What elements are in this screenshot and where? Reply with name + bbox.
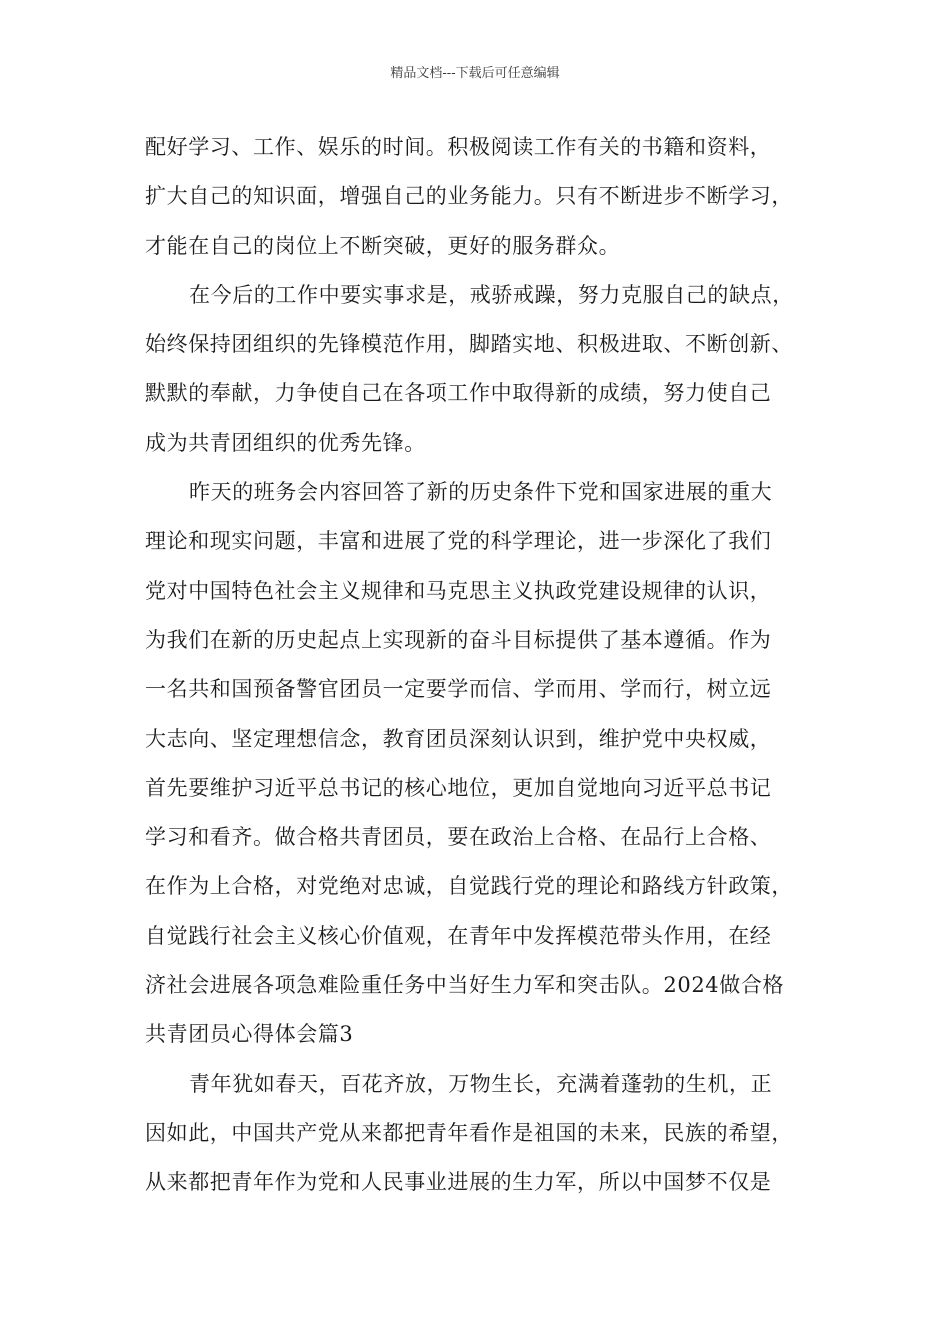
text-line: 扩大自己的知识面，增强自己的业务能力。只有不断进步不断学习，: [145, 184, 793, 209]
text-line: 在作为上合格，对党绝对忠诚，自觉践行党的理论和路线方针政策，: [145, 874, 793, 899]
text-line: 因如此，中国共产党从来都把青年看作是祖国的未来，民族的希望，: [145, 1120, 793, 1145]
text-line: 共青团员心得体会篇3: [145, 1022, 354, 1047]
text-line: 才能在自己的岗位上不断突破，更好的服务群众。: [145, 233, 621, 258]
text-line: 大志向、坚定理想信念，教育团员深刻认识到，维护党中央权威，: [145, 726, 772, 751]
text-line: 从来都把青年作为党和人民事业进展的生力军，所以中国梦不仅是: [145, 1170, 772, 1195]
text-line: 配好学习、工作、娱乐的时间。积极阅读工作有关的书籍和资料，: [145, 135, 772, 159]
text-line: 济社会进展各项急难险重任务中当好生力军和突击队。2024做合格: [145, 973, 785, 998]
text-line: 理论和现实问题，丰富和进展了党的科学理论，进一步深化了我们: [145, 529, 772, 554]
paragraph-start-line: 昨天的班务会内容回答了新的历史条件下党和国家进展的重大: [189, 480, 773, 505]
text-line: 一名共和国预备警官团员一定要学而信、学而用、学而行，树立远: [145, 677, 772, 702]
paragraph-start-line: 在今后的工作中要实事求是，戒骄戒躁，努力克服自己的缺点，: [189, 282, 794, 307]
text-line: 始终保持团组织的先锋模范作用，脚踏实地、积极进取、不断创新、: [145, 332, 793, 357]
text-line: 首先要维护习近平总书记的核心地位，更加自觉地向习近平总书记: [145, 775, 772, 800]
text-line: 学习和看齐。做合格共青团员，要在政治上合格、在品行上合格、: [145, 825, 772, 850]
page-header: 精品文档---下载后可任意编辑: [390, 66, 560, 81]
text-line: 为我们在新的历史起点上实现新的奋斗目标提供了基本遵循。作为: [145, 627, 772, 652]
text-line: 自觉践行社会主义核心价值观，在青年中发挥模范带头作用，在经: [145, 923, 772, 948]
paragraph-start-line: 青年犹如春天，百花齐放，万物生长，充满着蓬勃的生机，正: [189, 1071, 773, 1096]
text-line: 默默的奉献，力争使自己在各项工作中取得新的成绩，努力使自己: [145, 381, 772, 406]
document-body: [145, 129, 835, 1214]
text-line: 成为共青团组织的优秀先锋。: [145, 430, 426, 455]
text-line: 党对中国特色社会主义规律和马克思主义执政党建设规律的认识，: [145, 578, 772, 603]
